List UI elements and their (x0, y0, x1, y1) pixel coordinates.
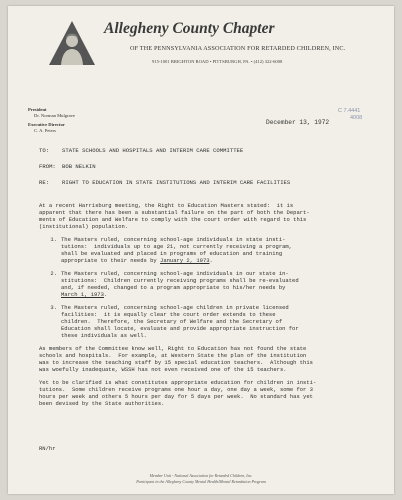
file-stamp (338, 108, 362, 122)
rulings-list (39, 236, 379, 339)
ruling-deadline: January 2, 1973 (160, 257, 210, 264)
stamp-line-2: 4008 (350, 115, 363, 121)
ruling-item (39, 270, 379, 298)
letter-date: December 13, 1972 (266, 119, 330, 126)
typist-initials: RN/hr (39, 445, 56, 452)
organization-address: 915-1001 BRIGHTON ROAD • PITTSBURGH, PA. • (412) 322-6008 (152, 59, 283, 64)
memo-to (39, 147, 243, 154)
director-name: C. A. Peters (34, 128, 56, 133)
letter-page (8, 6, 394, 494)
organization-title: Allegheny County Chapter (104, 20, 275, 37)
director-label: Executive Director (28, 122, 65, 127)
memo-re (39, 179, 290, 186)
letter-body (39, 202, 379, 413)
ruling-number: 3. (50, 304, 57, 311)
ruling-deadline: March 1, 1973 (61, 291, 104, 298)
ruling-number: 2. (50, 270, 57, 277)
memo-from-label: FROM: (39, 163, 56, 170)
memo-re-value: RIGHT TO EDUCATION IN STATE INSTITUTIONS AND INTERIM CARE FACILITIES (62, 179, 291, 186)
ruling-number: 1. (50, 236, 57, 243)
organization-subtitle: OF THE PENNSYLVANIA ASSOCIATION FOR RETARDED CHILDREN, INC. (130, 45, 346, 52)
intro-paragraph: At a recent Harrisburg meeting, the Right to Education Masters stated: it is apparent that there has been a substantial failure on the part of both the Depart- ments of Education and Welfare to comply with the court order with regard to this (institutional) population. (39, 202, 310, 230)
ruling-item (39, 304, 379, 339)
memo-to-label: TO: (39, 147, 50, 154)
chapter-logo-icon (48, 20, 96, 66)
ruling-item (39, 236, 379, 264)
president-name: Dr. Norman Mulgrave (34, 113, 75, 118)
ruling-text: The Masters ruled, concerning school-age individuals in our state in- stitutions: Children currently receiving programs shall be re-evaluated and, if needed, changed to a program appropriate to his/her needs by March 1, 1973. (61, 270, 299, 298)
memo-to-value: STATE SCHOOLS AND HOSPITALS AND INTERIM CARE COMMITTEE (62, 147, 244, 154)
clarification-paragraph: Yet to be clarified is what constitutes appropriate education for children in insti- tutions. Some children receive programs one hour a day, one day a week, some for 3 hours per week and others 5 hours per day for 5 days per week. No standard has yet been devised by the State authorities. (39, 379, 317, 407)
committee-paragraph: As members of the Committee know well, Right to Education has not found the state schools and hospitals. For example, at Western State the plan of the institution was to increase the teaching staff by 15 special education teachers. Although this was woefully inadequate, WSSH has not even received one of the 15 teachers. (39, 345, 313, 373)
memo-re-label: RE: (39, 179, 50, 186)
memo-from-value: BOB NELKIN (62, 163, 96, 170)
ruling-text: The Masters ruled, concerning school-age individuals in state insti- tutions: individuals up to age 21, not currently receiving a program, shall be evaluated and placed in programs of education and training appropriate to their needs by January 2, 1973. (61, 236, 293, 264)
officers-block (28, 107, 75, 134)
ruling-text: The Masters ruled, concerning school-age children in private licensed facilities: it is equally clear the court order extends to these children. Therefore, the Secretary of Welfare and the Secretary of Education shall locate, evaluate and provide appropriate instruction for these individuals as well. (61, 304, 299, 339)
memo-from (39, 163, 96, 170)
footer-line-2: Participant in the Allegheny County Mental Health/Mental Retardation Program (136, 479, 266, 484)
footer-line-1: Member Unit - National Association for Retarded Children, Inc. (149, 473, 253, 478)
stamp-line-1: C 7.4441 (338, 108, 361, 114)
president-label: President (28, 107, 47, 112)
